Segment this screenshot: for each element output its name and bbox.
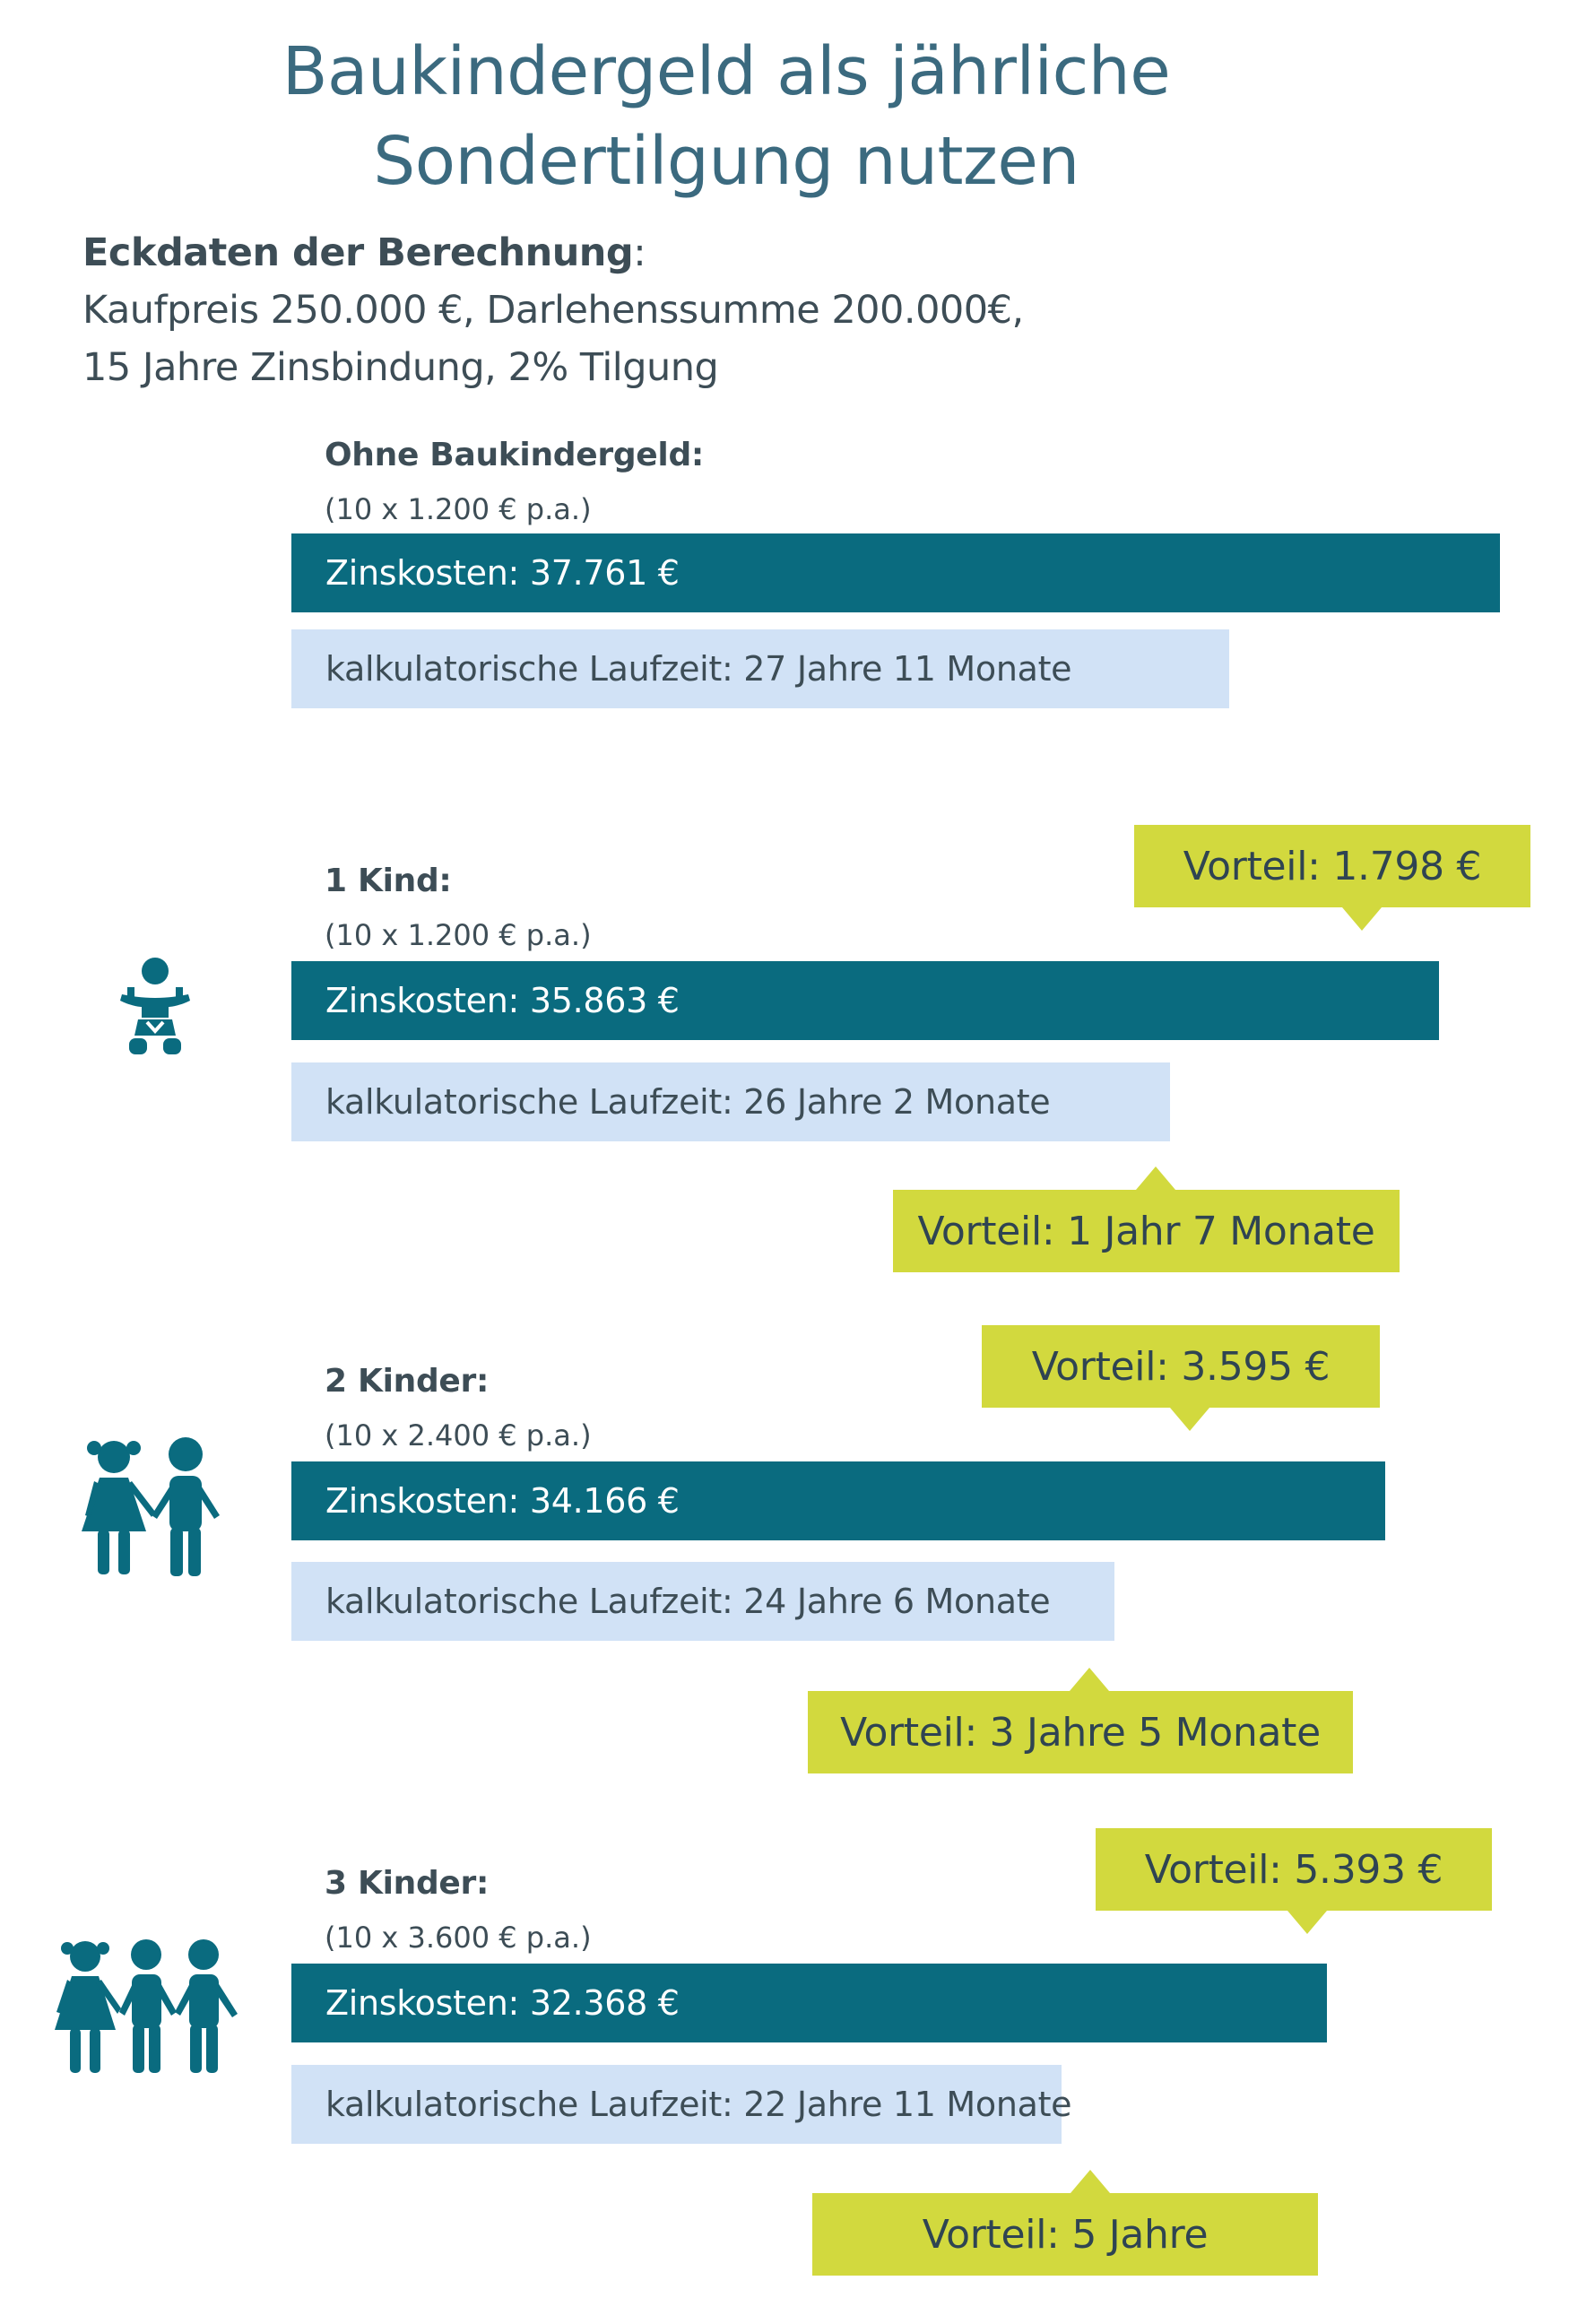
baby-icon <box>115 955 195 1058</box>
vorteil-cost-label: Vorteil: 5.393 € <box>1144 1846 1443 1893</box>
section-subtitle: (10 x 1.200 € p.a.) <box>325 918 592 952</box>
zinskosten-label: Zinskosten: 37.761 € <box>325 553 680 593</box>
callout-pointer <box>1287 1911 1327 1934</box>
vorteil-cost-label: Vorteil: 3.595 € <box>1031 1343 1331 1390</box>
callout-pointer <box>1136 1166 1175 1190</box>
zinskosten-bar <box>291 533 1500 612</box>
callout-pointer <box>1070 1668 1109 1691</box>
zinskosten-bar <box>291 1461 1385 1540</box>
eckdaten-line-1: Kaufpreis 250.000 €, Darlehenssumme 200.000€, <box>82 288 1024 333</box>
laufzeit-bar <box>291 629 1229 708</box>
laufzeit-label: kalkulatorische Laufzeit: 26 Jahre 2 Monate <box>325 1082 1051 1122</box>
zinskosten-label: Zinskosten: 35.863 € <box>325 981 680 1020</box>
vorteil-time-label: Vorteil: 1 Jahr 7 Monate <box>917 1208 1375 1254</box>
callout-pointer <box>1342 907 1382 931</box>
section-subtitle: (10 x 1.200 € p.a.) <box>325 492 592 526</box>
section-title: 3 Kinder: <box>325 1865 490 1902</box>
zinskosten-bar <box>291 961 1439 1040</box>
laufzeit-label: kalkulatorische Laufzeit: 27 Jahre 11 Monate <box>325 649 1072 689</box>
two-children-icon <box>76 1435 229 1580</box>
laufzeit-bar <box>291 2065 1072 2144</box>
vorteil-cost-label: Vorteil: 1.798 € <box>1183 843 1482 889</box>
callout-pointer <box>1170 1408 1209 1431</box>
zinskosten-label: Zinskosten: 34.166 € <box>325 1481 680 1521</box>
laufzeit-bar <box>291 1562 1114 1641</box>
zinskosten-bar <box>291 1964 1327 2042</box>
vorteil-cost-callout <box>1134 825 1530 907</box>
eckdaten-colon: : <box>633 230 646 275</box>
title-line-2: Sondertilgung nutzen <box>373 123 1079 200</box>
zinskosten-label: Zinskosten: 32.368 € <box>325 1983 680 2023</box>
laufzeit-label: kalkulatorische Laufzeit: 22 Jahre 11 Monate <box>325 2085 1072 2124</box>
vorteil-time-label: Vorteil: 5 Jahre <box>922 2211 1209 2258</box>
vorteil-time-callout <box>812 2193 1318 2276</box>
vorteil-time-callout <box>893 1190 1400 1272</box>
laufzeit-label: kalkulatorische Laufzeit: 24 Jahre 6 Monate <box>325 1582 1051 1621</box>
title-line-1: Baukindergeld als jährliche <box>282 33 1171 110</box>
eckdaten-label: Eckdaten der Berechnung <box>82 230 634 275</box>
section-subtitle: (10 x 3.600 € p.a.) <box>325 1921 592 1955</box>
callout-pointer <box>1071 2170 1110 2193</box>
laufzeit-bar <box>291 1062 1170 1141</box>
section-title: 1 Kind: <box>325 863 452 899</box>
three-children-icon <box>49 1937 247 2078</box>
section-subtitle: (10 x 2.400 € p.a.) <box>325 1418 592 1452</box>
section-title: Ohne Baukindergeld: <box>325 437 705 473</box>
page-title <box>0 27 1452 206</box>
vorteil-time-callout <box>808 1691 1353 1773</box>
section-title: 2 Kinder: <box>325 1363 490 1400</box>
eckdaten-block <box>82 224 1024 396</box>
vorteil-cost-callout <box>1096 1828 1492 1911</box>
vorteil-time-label: Vorteil: 3 Jahre 5 Monate <box>840 1709 1321 1756</box>
eckdaten-line-2: 15 Jahre Zinsbindung, 2% Tilgung <box>82 345 719 390</box>
vorteil-cost-callout <box>982 1325 1380 1408</box>
